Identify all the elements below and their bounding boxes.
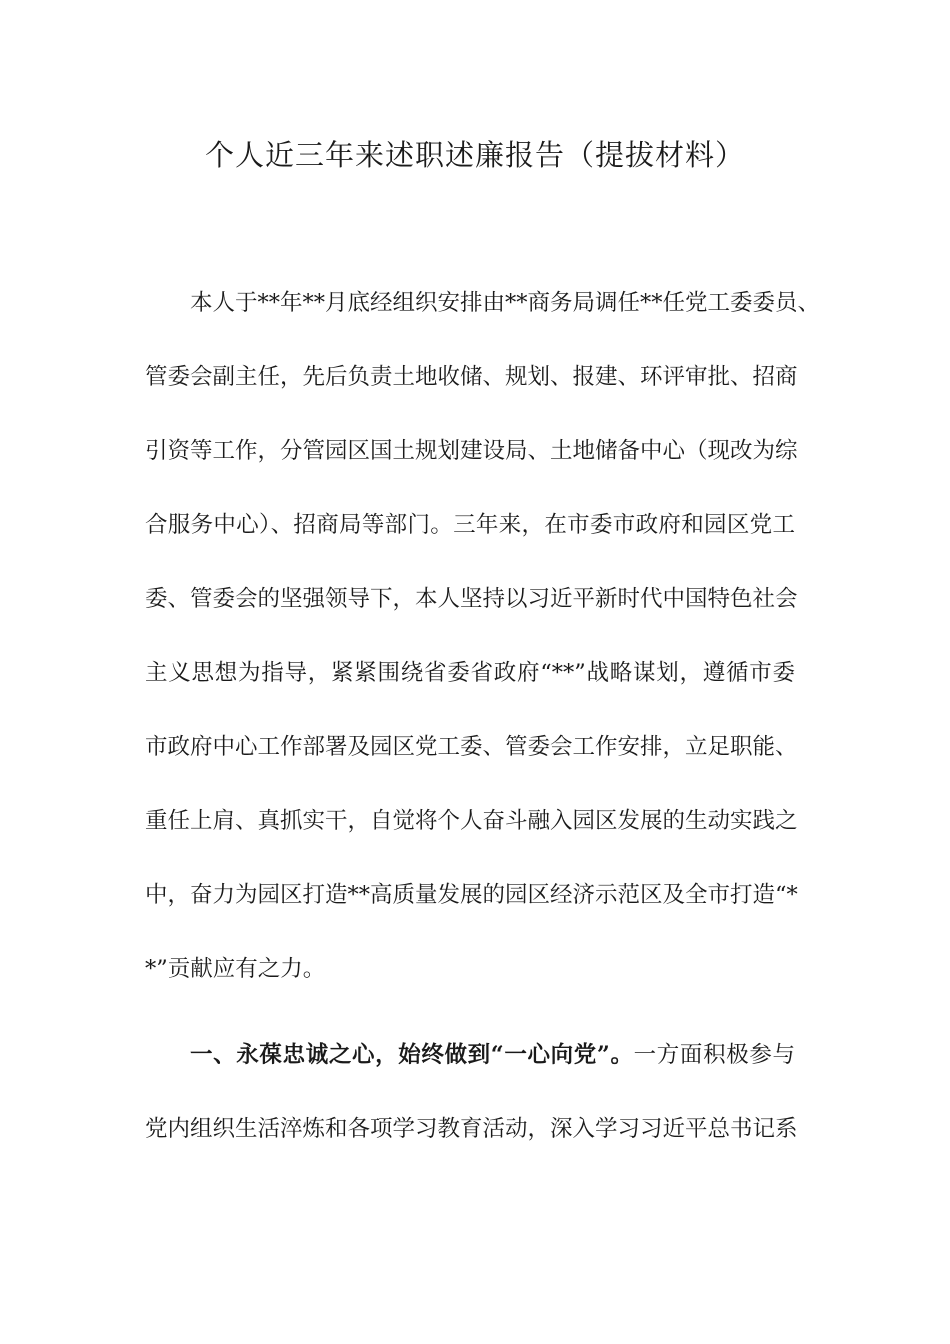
paragraph-line: 本人于**年**月底经组织安排由**商务局调任**任党工委委员、 [190,290,821,316]
paragraph-line: 党内组织生活淬炼和各项学习教育活动，深入学习习近平总书记系 [145,1116,798,1142]
paragraph-line: 引资等工作，分管园区国土规划建设局、土地储备中心（现改为综 [145,438,798,464]
paragraph-line: 市政府中心工作部署及园区党工委、管委会工作安排，立足职能、 [145,734,798,760]
paragraph-line: *”贡献应有之力。 [145,956,326,982]
paragraph-line: 管委会副主任，先后负责土地收储、规划、报建、环评审批、招商 [145,364,798,390]
document-title: 个人近三年来述职述廉报告（提拔材料） [204,138,745,172]
paragraph-line: 中，奋力为园区打造**高质量发展的园区经济示范区及全市打造“* [145,882,798,908]
paragraph-line: 重任上肩、真抓实干，自觉将个人奋斗融入园区发展的生动实践之 [145,808,798,834]
paragraph-line: 合服务中心）、招商局等部门。三年来，在市委市政府和园区党工 [145,512,795,538]
paragraph-line: 主义思想为指导，紧紧围绕省委省政府“**”战略谋划，遵循市委 [145,660,795,686]
paragraph-line: 委、管委会的坚强领导下，本人坚持以习近平新时代中国特色社会 [145,586,798,612]
section-heading: 一、永葆忠诚之心，始终做到“一心向党”。 [190,1042,634,1068]
section-text: 一方面积极参与 [633,1042,795,1068]
section-heading-line [190,1040,795,1070]
